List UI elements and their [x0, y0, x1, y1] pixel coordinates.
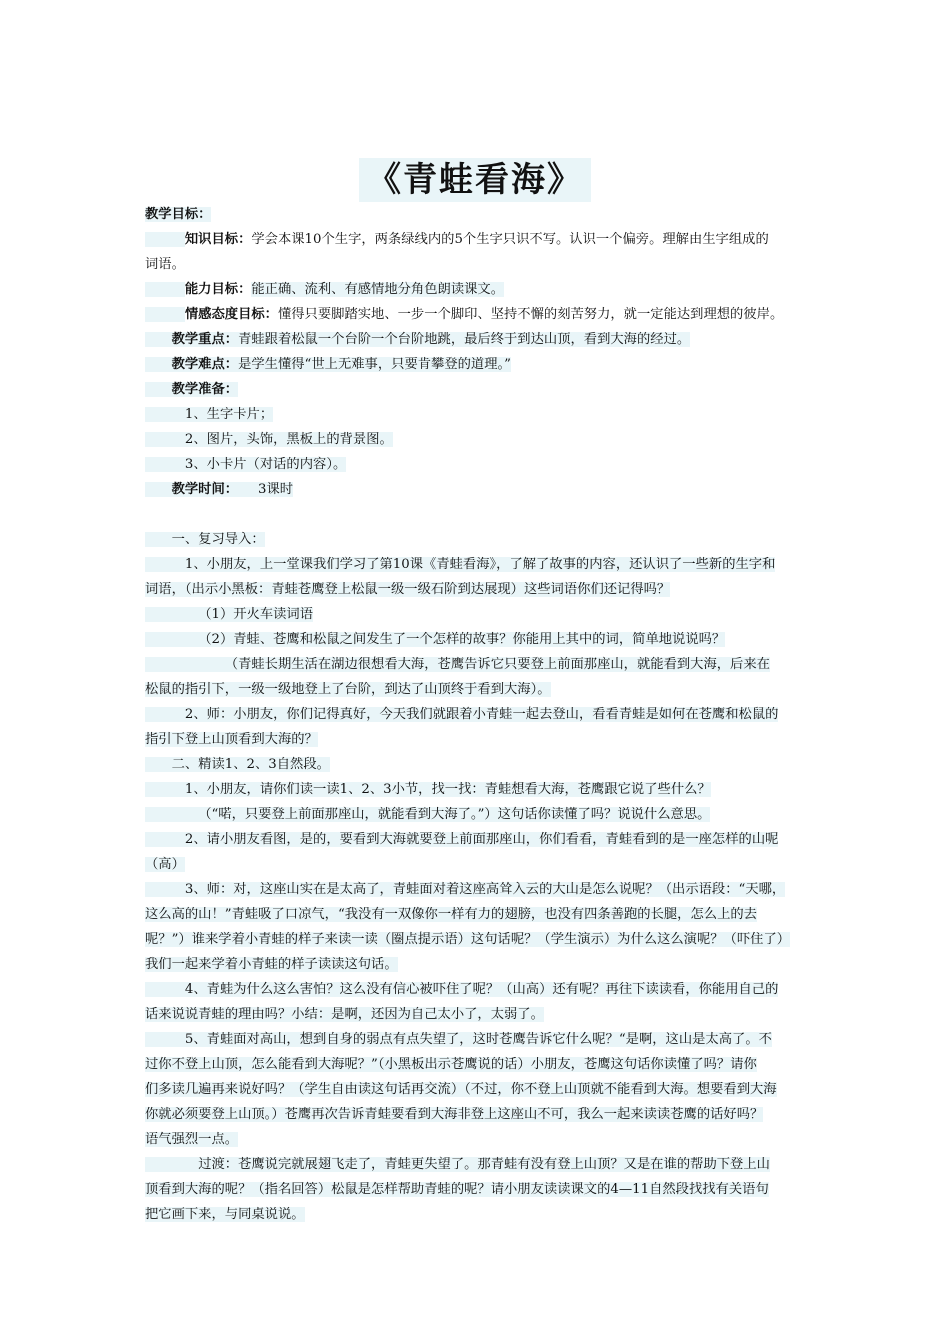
section2-paragraph: 话来说说青蛙的理由吗？小结：是啊，还因为自己太小了，太弱了。	[145, 1007, 544, 1022]
knowledge-objective-cont: 词语。	[145, 257, 185, 272]
section2-heading: 二、精读1、2、3自然段。	[145, 752, 809, 777]
section1-heading: 一、复习导入：	[145, 527, 809, 552]
teaching-difficulty: 教学难点：是学生懂得“世上无难事，只要肯攀登的道理。”	[145, 352, 809, 377]
section2-paragraph: 3、师：对，这座山实在是太高了，青蛙面对着这座高耸入云的大山是怎么说呢？（出示语段：“天哪，	[145, 877, 809, 902]
section2-paragraph: 1、小朋友，请你们读一读1、2、3小节，找一找：青蛙想看大海，苍鹰跟它说了些什么？	[145, 777, 809, 802]
section1-answer: （青蛙长期生活在湖边很想看大海，苍鹰告诉它只要登上前面那座山，就能看到大海，后来在	[145, 652, 809, 677]
title-text: 《青蛙看海》	[359, 158, 591, 202]
teaching-focus: 教学重点：青蛙跟着松鼠一个台阶一个台阶地跳，最后终于到达山顶，看到大海的经过。	[145, 327, 809, 352]
section2-paragraph: 过你不登上山顶，怎么能看到大海呢？”（小黑板出示苍鹰说的话）小朋友，苍鹰这句话你读懂了吗？请你	[145, 1057, 757, 1072]
document-body	[145, 202, 809, 1227]
document-title	[0, 152, 950, 201]
section1-answer: 松鼠的指引下，一级一级地登上了台阶，到达了山顶终于看到大海）。	[145, 682, 551, 697]
prep-item: 3、小卡片（对话的内容）。	[145, 452, 809, 477]
section1-paragraph: 1、小朋友，上一堂课我们学习了第10课《青蛙看海》，了解了故事的内容，还认识了一些新的生字和	[145, 552, 809, 577]
objectives-heading: 教学目标：	[145, 207, 212, 222]
section2-paragraph: 4、青蛙为什么这么害怕？这么没有信心被吓住了呢？（山高）还有呢？再往下读读看，你能用自己的	[145, 977, 809, 1002]
section2-paragraph: 5、青蛙面对高山，想到自身的弱点有点失望了，这时苍鹰告诉它什么呢？“是啊，这山是太高了。不	[145, 1027, 809, 1052]
section1-paragraph: 词语，（出示小黑板：青蛙苍鹰登上松鼠一级一级石阶到达展现）这些词语你们还记得吗？	[145, 582, 671, 597]
section2-quote: （“喏，只要登上前面那座山，就能看到大海了。”）这句话你读懂了吗？说说什么意思。	[145, 802, 809, 827]
section2-paragraph: 呢？”）谁来学着小青蛙的样子来读一读（圈点提示语）这句话呢？（学生演示）为什么这么演呢？（吓住了）	[145, 932, 791, 947]
emotion-objective: 情感态度目标：懂得只要脚踏实地、一步一个脚印、坚持不懈的刻苦努力，就一定能达到理想的彼岸。	[145, 302, 809, 327]
teaching-prep-heading: 教学准备：	[145, 377, 809, 402]
transition-paragraph: 过渡：苍鹰说完就展翅飞走了，青蛙更失望了。那青蛙有没有登上山顶？又是在谁的帮助下登上山	[145, 1152, 809, 1177]
section1-sub: （1）开火车读词语	[145, 602, 809, 627]
section2-paragraph: 你就必须要登上山顶。）苍鹰再次告诉青蛙要看到大海非登上这座山不可，我么一起来读读苍鹰的话好吗？	[145, 1107, 764, 1122]
section1-sub: （2）青蛙、苍鹰和松鼠之间发生了一个怎样的故事？你能用上其中的词，简单地说说吗？	[145, 627, 809, 652]
transition-paragraph: 顶看到大海的呢？（指名回答）松鼠是怎样帮助青蛙的呢？请小朋友读读课文的4—11自然段找找有关语句	[145, 1182, 769, 1197]
section1-paragraph: 指引下登上山顶看到大海的？	[145, 732, 318, 747]
prep-item: 2、图片，头饰，黑板上的背景图。	[145, 427, 809, 452]
section2-paragraph: 我们一起来学着小青蛙的样子读读这句话。	[145, 957, 398, 972]
teaching-time: 教学时间： 3课时	[145, 477, 809, 502]
section2-paragraph: （高）	[145, 857, 185, 872]
section2-paragraph: 这么高的山！”青蛙吸了口凉气，“我没有一双像你一样有力的翅膀，也没有四条善跑的长腿，怎么上的去	[145, 907, 757, 922]
section2-paragraph: 2、请小朋友看图，是的，要看到大海就要登上前面那座山，你们看看，青蛙看到的是一座怎样的山呢	[145, 827, 809, 852]
section1-paragraph: 2、师：小朋友，你们记得真好，今天我们就跟着小青蛙一起去登山，看看青蛙是如何在苍鹰和松鼠的	[145, 702, 809, 727]
ability-objective: 能力目标：能正确、流利、有感情地分角色朗读课文。	[145, 277, 809, 302]
prep-item: 1、生字卡片；	[145, 402, 809, 427]
section2-paragraph: 语气强烈一点。	[145, 1132, 239, 1147]
section2-paragraph: 们多读几遍再来说好吗？（学生自由读这句话再交流）（不过，你不登上山顶就不能看到大海。想要看到大海	[145, 1082, 777, 1097]
knowledge-objective: 知识目标：学会本课10个生字，两条绿线内的5个生字只识不写。认识一个偏旁。理解由生字组成的	[145, 227, 809, 252]
transition-paragraph: 把它画下来，与同桌说说。	[145, 1207, 305, 1222]
